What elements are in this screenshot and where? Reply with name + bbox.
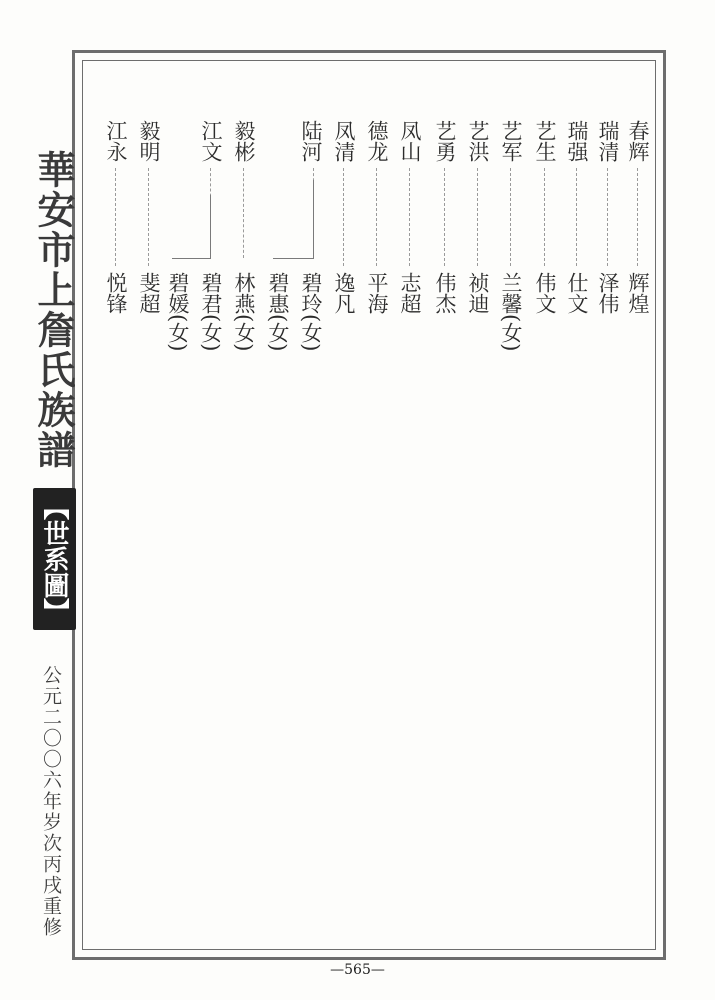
connector-line [409,168,410,266]
parent-name: 瑞清 [596,120,620,162]
parent-name: 春辉 [626,120,650,162]
child-name: 碧媛(女) [166,272,190,352]
edition-note: 公元二〇〇六年岁次丙戌重修 [40,665,62,938]
connector-line [544,168,545,266]
parent-name: 毅明 [137,120,161,162]
connector-line [576,168,577,266]
bracket-line [172,258,211,259]
bracket-line [273,258,314,259]
connector-line [444,168,445,266]
connector-line [115,168,116,266]
child-name: 碧玲(女) [299,272,323,352]
connector-line [148,168,149,266]
book-title: 華安市上詹氏族譜 [31,150,76,470]
parent-name: 陆河 [299,120,323,162]
child-name: 伟杰 [433,272,457,314]
parent-name: 艺军 [499,120,523,162]
bracket-line [313,180,314,259]
child-name: 祯迪 [466,272,490,314]
parent-name: 凤清 [332,120,356,162]
child-name: 志超 [398,272,422,314]
parent-name: 瑞强 [565,120,589,162]
connector-line [343,168,344,266]
child-name: 逸凡 [332,272,356,314]
parent-name: 江文 [199,120,223,162]
connector-line [376,168,377,266]
page-number: —565— [330,962,385,978]
child-name: 碧惠(女) [266,272,290,352]
child-name: 斐超 [137,272,161,314]
child-name: 泽伟 [596,272,620,314]
parent-name: 艺生 [533,120,557,162]
parent-name: 毅彬 [232,120,256,162]
connector-line [607,168,608,266]
parent-name: 艺洪 [466,120,490,162]
parent-name: 凤山 [398,120,422,162]
parent-name: 艺勇 [433,120,457,162]
child-name: 兰馨(女) [499,272,523,352]
child-name: 碧君(女) [199,272,223,352]
bracket-line [210,195,211,259]
connector-line [243,168,244,258]
child-name: 平海 [365,272,389,314]
parent-name: 江永 [104,120,128,162]
child-name: 辉煌 [626,272,650,314]
parent-name: 德龙 [365,120,389,162]
child-name: 林燕(女) [232,272,256,352]
connector-line [637,168,638,266]
connector-line [510,168,511,266]
child-name: 悦锋 [104,272,128,314]
child-name: 伟文 [533,272,557,314]
section-label: 【世系圖】 [33,488,76,630]
connector-line [477,168,478,266]
child-name: 仕文 [565,272,589,314]
page-border-inner [82,60,656,950]
